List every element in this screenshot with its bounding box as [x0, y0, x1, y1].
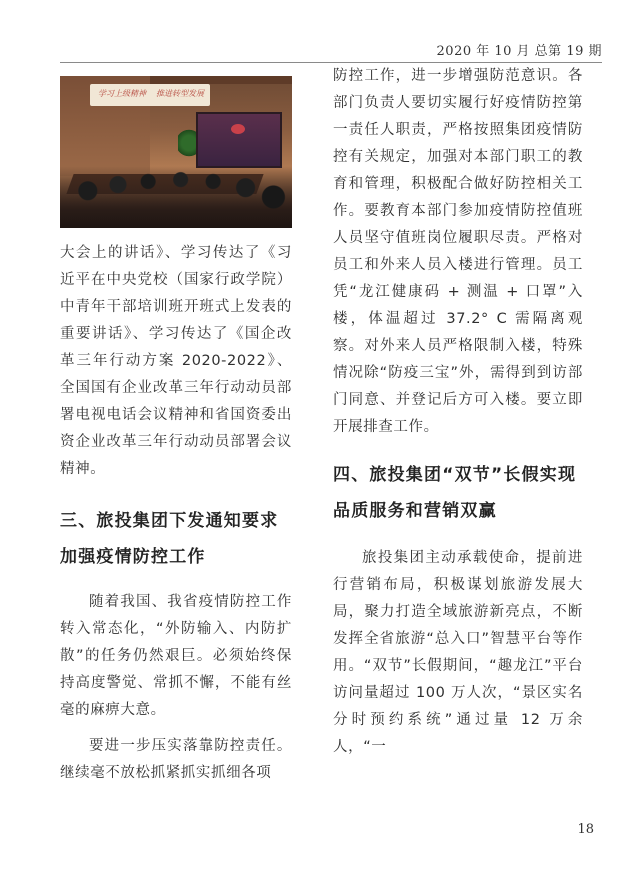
- right-paragraph-1: 防控工作，进一步增强防范意识。各部门负责人要切实履行好疫情防控第一责任人职责，严格按照集团疫情防控有关规定，加强对本部门职工的教育和管理，积极配合做好防控相关工作。要教育本部门参加疫情防控值班人员坚守值班岗位履职尽责。严格对员工和外来人员入楼进行管理。员工凭“龙江健康码 + 测温 + 口罩”入楼，体温超过 37.2° C 需隔离观察。对外来人员严格限制入楼，特殊情况除“防疫三宝”外，需得到到访部门同意、并登记后方可入楼。要立即开展排查工作。: [333, 68, 583, 435]
- left-paragraph-1: 大会上的讲话》、学习传达了《习近平在中央党校（国家行政学院）中青年干部培训班开班式上发表的重要讲话》、学习传达了《国企改革三年行动方案 2020-2022》、全国国有企业改革三年行动动员部署电视电话会议精神和省国资委出资企业改革三年行动动员部署会议精神。: [60, 245, 292, 477]
- left-column: [60, 76, 292, 787]
- left-paragraph-2: 随着我国、我省疫情防控工作转入常态化，“外防输入、内防扩散”的任务仍然艰巨。必须始终保持高度警觉、常抓不懈，不能有丝毫的麻痹大意。: [60, 594, 292, 718]
- meeting-attendees: [60, 166, 292, 228]
- page-number: 18: [577, 822, 594, 837]
- party-emblem-icon: [231, 124, 245, 134]
- photo-banner: [90, 84, 210, 106]
- right-column: [333, 63, 583, 761]
- section-heading-4: 四、旅投集团“双节”长假实现品质服务和营销双赢: [333, 465, 577, 521]
- banner-text-right: 推进转型发展: [156, 89, 204, 98]
- projection-screen: [196, 112, 282, 168]
- left-paragraph-3: 要进一步压实落靠防控责任。继续毫不放松抓紧抓实抓细各项: [60, 738, 292, 781]
- section-heading-3: 三、旅投集团下发通知要求加强疫情防控工作: [60, 511, 279, 567]
- right-paragraph-2: 旅投集团主动承载使命，提前进行营销布局，积极谋划旅游发展大局，聚力打造全域旅游新亮点，不断发挥全省旅游“总入口”智慧平台等作用。“双节”长假期间，“趣龙江”平台访问量超过 100 万人次，“景区实名分时预约系统”通过量 12 万余人，“一: [333, 550, 583, 755]
- banner-text-left: 学习上级精神: [98, 89, 146, 98]
- meeting-photo: [60, 76, 292, 228]
- issue-header: 2020 年 10 月 总第 19 期: [436, 44, 602, 59]
